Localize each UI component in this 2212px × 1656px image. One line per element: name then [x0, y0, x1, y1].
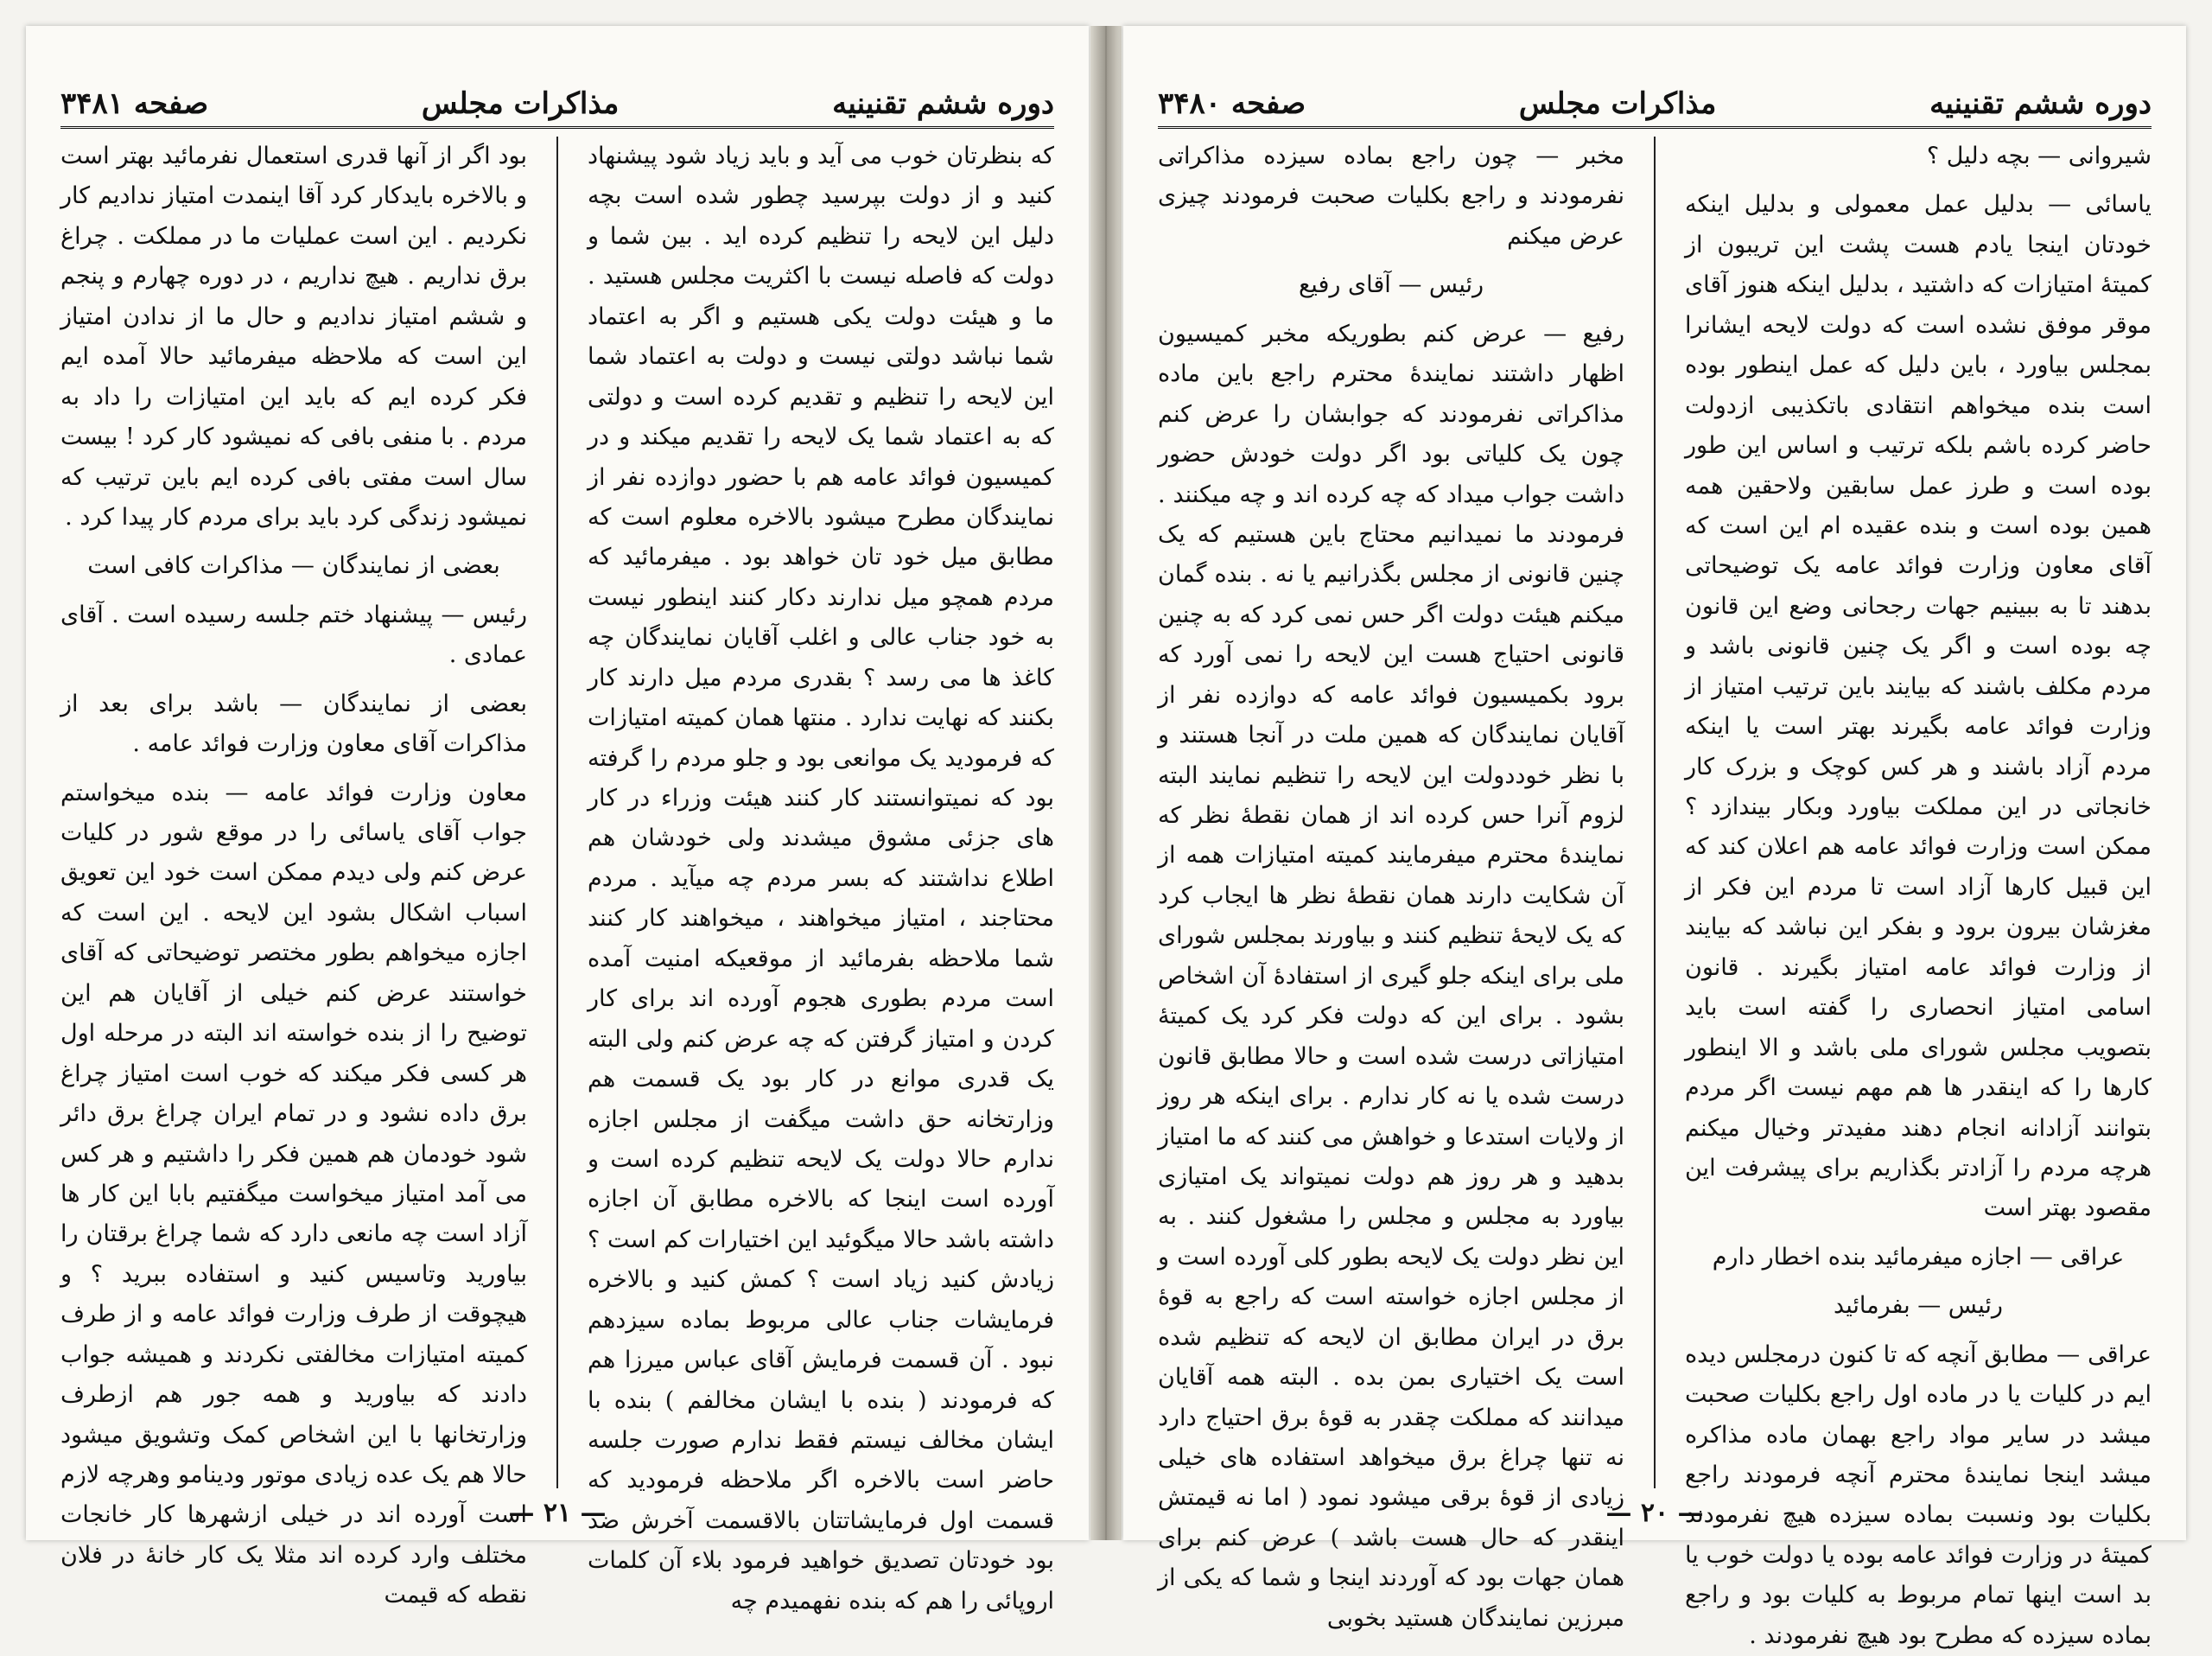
page-header [1158, 61, 2152, 129]
page-footer: — ۲۱ — [508, 1498, 607, 1528]
page-header [60, 61, 1054, 129]
column-divider [556, 137, 558, 1488]
page-number: صفحه ۳۴۸۰ [1158, 86, 1306, 121]
right-column [1685, 137, 2152, 1649]
session-label: دوره ششم تقنینیه [832, 86, 1054, 121]
right-column [588, 137, 1054, 1615]
paragraph: معاون وزارت فوائد عامه — بنده میخواستم جواب آقای یاسائی را در موقع شور در کلیات عرض کنم ولی دیدم ممکن است خود این تعویق اسباب اشکال بشود این لایحه . این است که اجازه میخواهم بطور مختصر توضیحاتی که آقای خواستند عرض کنم خیلی از آقایان هم این توضیح را از بنده خواسته اند البته در مرحله اول هر کسی فکر میکند که خوب است امتیاز چراغ برق داده نشود و در تمام ایران چراغ برق دائر شود خودمان هم همین فکر را داشتیم و هر کس می آمد امتیاز میخواست میگفتیم بابا این کار ها آزاد است چه مانعی دارد که شما چراغ برقتان را بیاورید وتاسیس کنید و استفاده ببرید ؟ و هیچوقت از طرف وزارت فوائد عامه و از طرف کمیته امتیازات مخالفتی نکردند و همیشه جواب دادند که بیاورید و همه جور هم ازطرف وزارتخانها با این اشخاص کمک وتشویق میشود حالا هم یک عده زیادی موتور ودینامو وهرچه لازم است آورده اند در خیلی ازشهرها کار خانجات مختلف وارد کرده اند مثلا یک کار خانهٔ در فلان نقطه که قیمت [60, 779, 527, 1609]
paragraph: عراقی — اجازه میفرمائید بنده اخطار دارم [1712, 1243, 2125, 1271]
left-column [60, 137, 527, 1609]
paragraph: رئیس — بفرمائید [1834, 1292, 2003, 1320]
right-page [1123, 26, 2186, 1649]
paragraph: مخبر — چون راجع بماده سیزده مذاکراتی نفرمودند و راجع بکلیات صحبت فرمودند چیزی عرض میکنم [1158, 143, 1624, 250]
paragraph: رئیس — پیشنهاد ختم جلسه رسیده است . آقای عمادی . [60, 601, 527, 669]
left-column [1158, 137, 1624, 1632]
session-label: دوره ششم تقنینیه [1929, 86, 2152, 121]
left-page [26, 26, 1089, 1615]
paragraph: رفیع — عرض کنم بطوریکه مخبر کمیسیون اظهار داشتند نمایندهٔ محترم راجع باین ماده مذاکراتی نفرمودند که جوابشان را عرض کنم چون یک کلیاتی بود اگر دولت خودش حضور داشت جواب میداد که چه کرده اند و چه میکنند . فرمودند ما نمیدانیم محتاج باین هستیم که یک چنین قانونی از مجلس بگذرانیم یا نه . بنده گمان میکنم هیئت دولت اگر حس نمی کرد که به چنین قانونی احتیاج هست این لایحه را نمی آورد که برود بکمیسیون فوائد عامه که دوازده نفر از آقایان نمایندگان که همین ملت در آنجا هستند و با نظر خوددولت این لایحه را تنظیم نمایند البته لزوم آنرا حس کرده اند از همان نقطهٔ نظر که نمایندهٔ محترم میفرمایند کمیته امتیازات همه از آن شکایت دارند همان نقطهٔ نظر ها ایجاب کرد که یک لایحهٔ تنظیم کنند و بیاورند بمجلس شورای ملی برای اینکه جلو گیری از استفادهٔ آن اشخاص بشود . برای این که دولت فکر کرد یک کمیتهٔ امتیازاتی درست شده است و حالا مطابق قانون درست شده یا نه کار ندارم . برای اینکه هر روز از ولایات استدعا و خواهش می کنند که ما امتیاز بدهید و هر روز هم دولت نمیتواند یک امتیازی بیاورد به مجلس و مجلس را مشغول کنند . به این نظر دولت یک لایحه بطور کلی آورده است و از مجلس اجازه خواسته است که راجع به قوهٔ برق در ایران مطابق ان لایحه که تنظیم شده است یک اختیاری بمن بده . البته همه آقایان میدانند که مملکت چقدر به قوهٔ برق احتیاج دارد نه تنها چراغ برق میخواهد استفاده های خیلی زیادی از قوهٔ برقی میشود نمود ( اما نه قیمتش اینقدر که حال هست باشد ) عرض کنم برای همان جهات بود که آوردند اینجا و شما که یکی از مبرزین نمایندگان هستید بخوبی [1158, 320, 1624, 1632]
paragraph: بعضی از نمایندگان — مذاکرات کافی است [87, 552, 500, 580]
page-title: مذاکرات مجلس [421, 86, 620, 121]
page-footer: — ۲۰ — [1605, 1498, 1704, 1528]
paragraph: شیروانی — بچه دلیل ؟ [1926, 143, 2152, 169]
paragraph: بود اگر از آنها قدری استعمال نفرمائید بهتر است و بالاخره بایدکار کرد آقا اینمدت امتیاز ندادیم کار نکردیم . این است عملیات ما در مملکت . چراغ برق نداریم . هیچ نداریم ، در دوره چهارم و پنجم و ششم امتیاز ندادیم و حال ما از ندادن امتیاز این است که ملاحظه میفرمائید حالا آمده ایم فکر کرده ایم که باید این امتیازات را داد به مردم . با منفی بافی که نمیشود کار کرد ! بیست سال است مفتی بافی کرده ایم باین ترتیب که نمیشود زندگی کرد باید برای مردم کار پیدا کرد . [60, 143, 527, 531]
paragraph: رئیس — آقای رفیع [1298, 271, 1484, 299]
book-gutter [1090, 26, 1122, 1540]
column-divider [1654, 137, 1656, 1488]
paragraph: عراقی — مطابق آنچه که تا کنون درمجلس دیده ایم در کلیات یا در ماده اول راجع بکلیات صحبت میشد در سایر مواد راجع بهمان ماده مذاکره میشد اینجا نمایندهٔ محترم آنچه فرمودند راجع بکلیات بود ونسبت بماده سیزده هیچ نفرمودند کمیتهٔ در وزارت فوائد عامه بوده یا دولت خوب یا بد است اینها تمام مربوط به کلیات بود و راجع بماده سیزده که مطرح بود هیچ نفرمودند . [1685, 1341, 2152, 1649]
paragraph: که بنظرتان خوب می آید و باید زیاد شود پیشنهاد کنید و از دولت بپرسید چطور شده است بچه دلیل این لایحه را تنظیم کرده اید . بین شما و دولت که فاصله نیست با اکثریت مجلس هستید . ما و هیئت دولت یکی هستیم و اگر به اعتماد شما نباشد دولتی نیست و دولت به اعتماد شما این لایحه را تنظیم و تقدیم کرده است و دولتی که به اعتماد شما یک لایحه را تقدیم میکند و در کمیسیون فوائد عامه هم با حضور دوازده نفر از نمایندگان مطرح میشود بالاخره معلوم است که مطابق میل خود تان خواهد بود . میفرمائید که مردم همچو میل ندارند دکار کنند اینطور نیست به خود جناب عالی و اغلب آقایان نمایندگان چه کاغذ ها می رسد ؟ بقدری مردم میل دارند کار بکنند که نهایت ندارد . منتها همان کمیته امتیازات که فرمودید یک موانعی بود و جلو مردم را گرفته بود که نمیتوانستند کار کنند هیئت وزراء در کار های جزئی مشوق میشدند ولی خودشان هم اطلاع نداشتند که بسر مردم چه میآید . مردم محتاجند ، امتیاز میخواهند ، میخواهند کار کنند شما ملاحظه بفرمائید از موقعیکه امنیت آمده است مردم بطوری هجوم آورده اند برای کار کردن و امتیاز گرفتن که چه عرض کنم ولی البته یک قدری موانع در کار بود یک قسمت هم وزارتخانه حق داشت میگفت از مجلس اجازه ندارم حالا دولت یک لایحه تنظیم کرده است و آورده است اینجا که بالاخره مطابق آن اجازه داشته باشد حالا میگوئید این اختیارات کم است ؟ زیادش کنید زیاد است ؟ کمش کنید و بالاخره فرمایشات جناب عالی مربوط بماده سیزدهم نبود . آن قسمت فرمایش آقای عباس میرزا هم که فرمودند ( بنده با ایشان مخالفم ) بنده با ایشان مخالف نیستم فقط ندارم صورت جلسه حاضر است بالاخره اگر ملاحظه فرمودید که قسمت اول فرمایشاتتان بالاقسمت آخرش ضد بود خودتان تصدیق خواهید فرمود بلاء آن کلمات اروپائی را هم که بنده نفهمیدم چه [588, 143, 1054, 1615]
paragraph: بعضی از نمایندگان — باشد برای بعد از مذاکرات آقای معاون وزارت فوائد عامه . [60, 690, 527, 758]
page-title: مذاکرات مجلس [1518, 86, 1717, 121]
paragraph: یاسائی — بدلیل عمل معمولی و بدلیل اینکه خودتان اینجا یادم هست پشت این تریبون از کمیتهٔ امتیازات که داشتید ، بدلیل اینکه هنوز آقای موقر موفق نشده است که دولت لایحه ایشانرا بمجلس بیاورد ، باین دلیل که عمل اینطور بوده است بنده میخواهم انتقادی باتکذیبی ازدولت حاضر کرده باشم بلکه ترتیب و اساس این طور بوده است و طرز عمل سابقین ولاحقین همه همین بوده است و بنده عقیده ام این است که آقای معاون وزارت فوائد عامه یک توضیحاتی بدهند تا به ببینیم جهات رجحانی وضع این قانون چه بوده است و اگر یک چنین قانونی باشد و مردم مکلف باشند که بیایند باین ترتیب امتیاز از وزارت فوائد عامه بگیرند بهتر است یا اینکه مردم آزاد باشند و هر کس کوچک و بزرک کار خانجاتی در این مملکت بیاورد وبکار بیندازد ؟ ممکن است وزارت فوائد عامه هم اعلان کند که این قبیل کارها آزاد است تا مردم این فکر از مغزشان بیرون برود و بفکر این نباشد که بیایند از وزارت فوائد عامه امتیاز بگیرند . قانون اسامی امتیاز انحصاری را گفته است باید بتصویب مجلس شورای ملی باشد و الا اینطور کارها را که اینقدر ها هم مهم نیست اگر مردم بتوانند آزادانه انجام دهند مفیدتر وخیال میکنم هرچه مردم را آزادتر بگذاریم برای پیشرفت این مقصود بهتر است [1685, 191, 2152, 1222]
page-number: صفحه ۳۴۸۱ [60, 86, 209, 121]
